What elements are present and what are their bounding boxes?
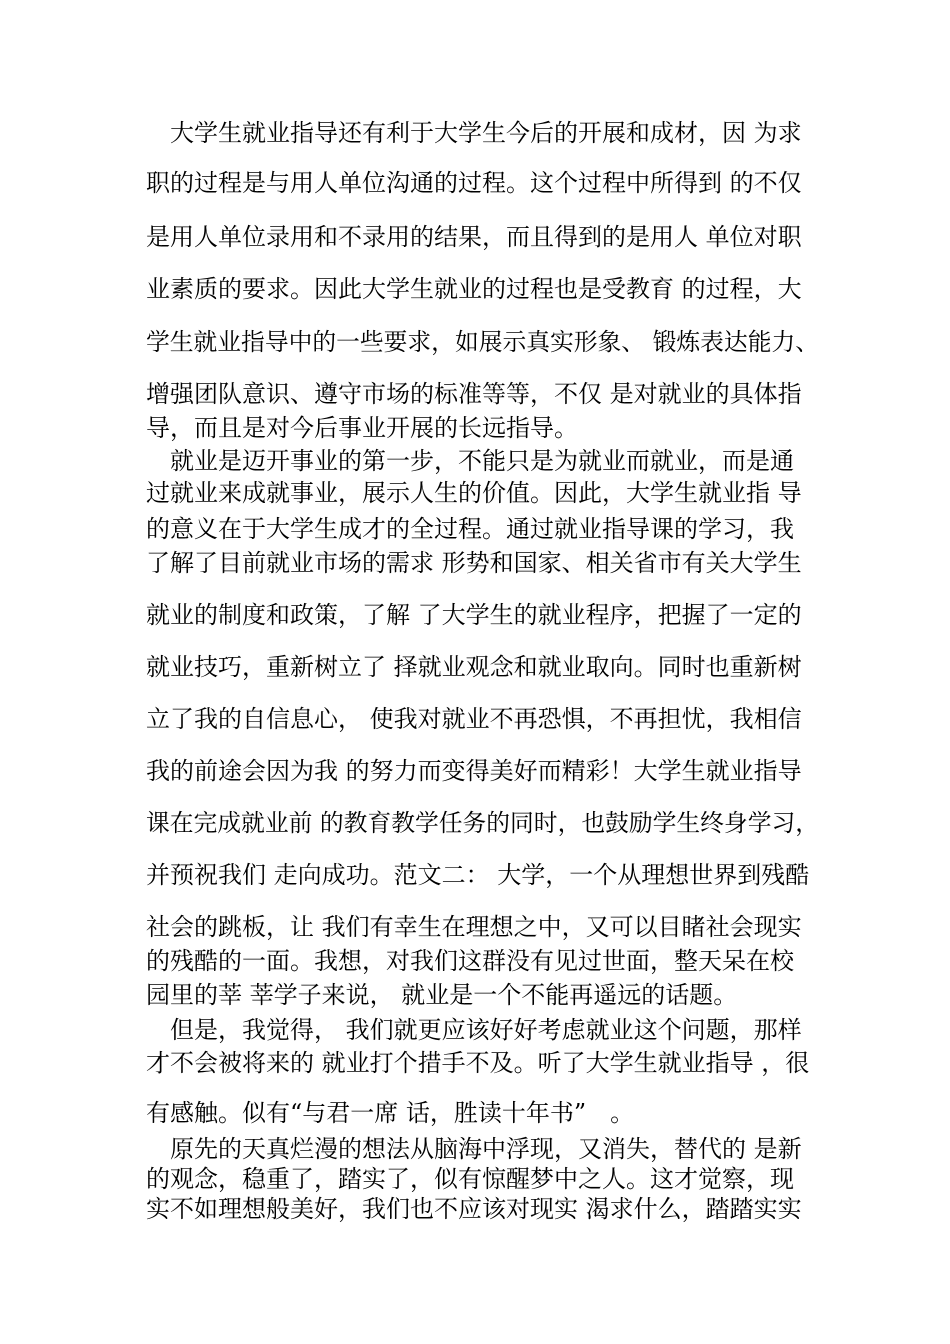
text-line: 有感触。似有“与君一席 话，胜读十年书” 。 bbox=[146, 1099, 635, 1127]
text-line: 的观念，稳重了，踏实了，似有惊醒梦中之人。这才觉察，现 bbox=[146, 1165, 794, 1193]
text-line: 导，而且是对今后事业开展的长远指导。 bbox=[146, 414, 578, 442]
text-line: 学生就业指导中的一些要求，如展示真实形象、 锻炼表达能力、 bbox=[146, 328, 819, 356]
text-line: 过就业来成就事业，展示人生的价值。因此，大学生就业指 导 bbox=[146, 479, 802, 507]
text-line: 增强团队意识、遵守市场的标准等等，不仅 是对就业的具体指 bbox=[146, 380, 802, 408]
text-line: 课在完成就业前 的教育教学任务的同时，也鼓励学生终身学习， bbox=[146, 809, 819, 837]
text-line: 我的前途会因为我 的努力而变得美好而精彩！大学生就业指导 bbox=[146, 757, 802, 785]
text-line: 职的过程是与用人单位沟通的过程。这个过程中所得到 的不仅 bbox=[146, 169, 802, 197]
text-line: 大学生就业指导还有利于大学生今后的开展和成材，因 为求 bbox=[146, 119, 802, 147]
text-line: 业素质的要求。因此大学生就业的过程也是受教育 的过程，大 bbox=[146, 275, 802, 303]
text-line: 园里的莘 莘学子来说， 就业是一个不能再遥远的话题。 bbox=[146, 981, 738, 1009]
text-line: 实不如理想般美好，我们也不应该对现实 渴求什么，踏踏实实 bbox=[146, 1195, 802, 1223]
text-line: 的残酷的一面。我想，对我们这群没有见过世面，整天呆在校 bbox=[146, 947, 794, 975]
text-line: 但是，我觉得， 我们就更应该好好考虑就业这个问题，那样 bbox=[146, 1016, 802, 1044]
text-line: 才不会被将来的 就业打个措手不及。听了大学生就业指导 ，很 bbox=[146, 1049, 810, 1077]
text-line: 就业技巧，重新树立了 择就业观念和就业取向。同时也重新树 bbox=[146, 653, 802, 681]
text-line: 原先的天真烂漫的想法从脑海中浮现，又消失，替代的 是新 bbox=[146, 1135, 802, 1163]
text-line: 立了我的自信息心， 使我对就业不再恐惧，不再担忧，我相信 bbox=[146, 705, 802, 733]
text-line: 就业的制度和政策，了解 了大学生的就业程序，把握了一定的 bbox=[146, 601, 802, 629]
text-line: 是用人单位录用和不录用的结果，而且得到的是用人 单位对职 bbox=[146, 223, 802, 251]
text-line: 并预祝我们 走向成功。范文二： 大学，一个从理想世界到残酷 bbox=[146, 861, 810, 889]
text-line: 社会的跳板，让 我们有幸生在理想之中，又可以目睹社会现实 bbox=[146, 913, 802, 941]
text-line: 了解了目前就业市场的需求 形势和国家、相关省市有关大学生 bbox=[146, 549, 802, 577]
text-line: 的意义在于大学生成才的全过程。通过就业指导课的学习，我 bbox=[146, 515, 794, 543]
text-line: 就业是迈开事业的第一步，不能只是为就业而就业，而是通 bbox=[146, 447, 794, 475]
